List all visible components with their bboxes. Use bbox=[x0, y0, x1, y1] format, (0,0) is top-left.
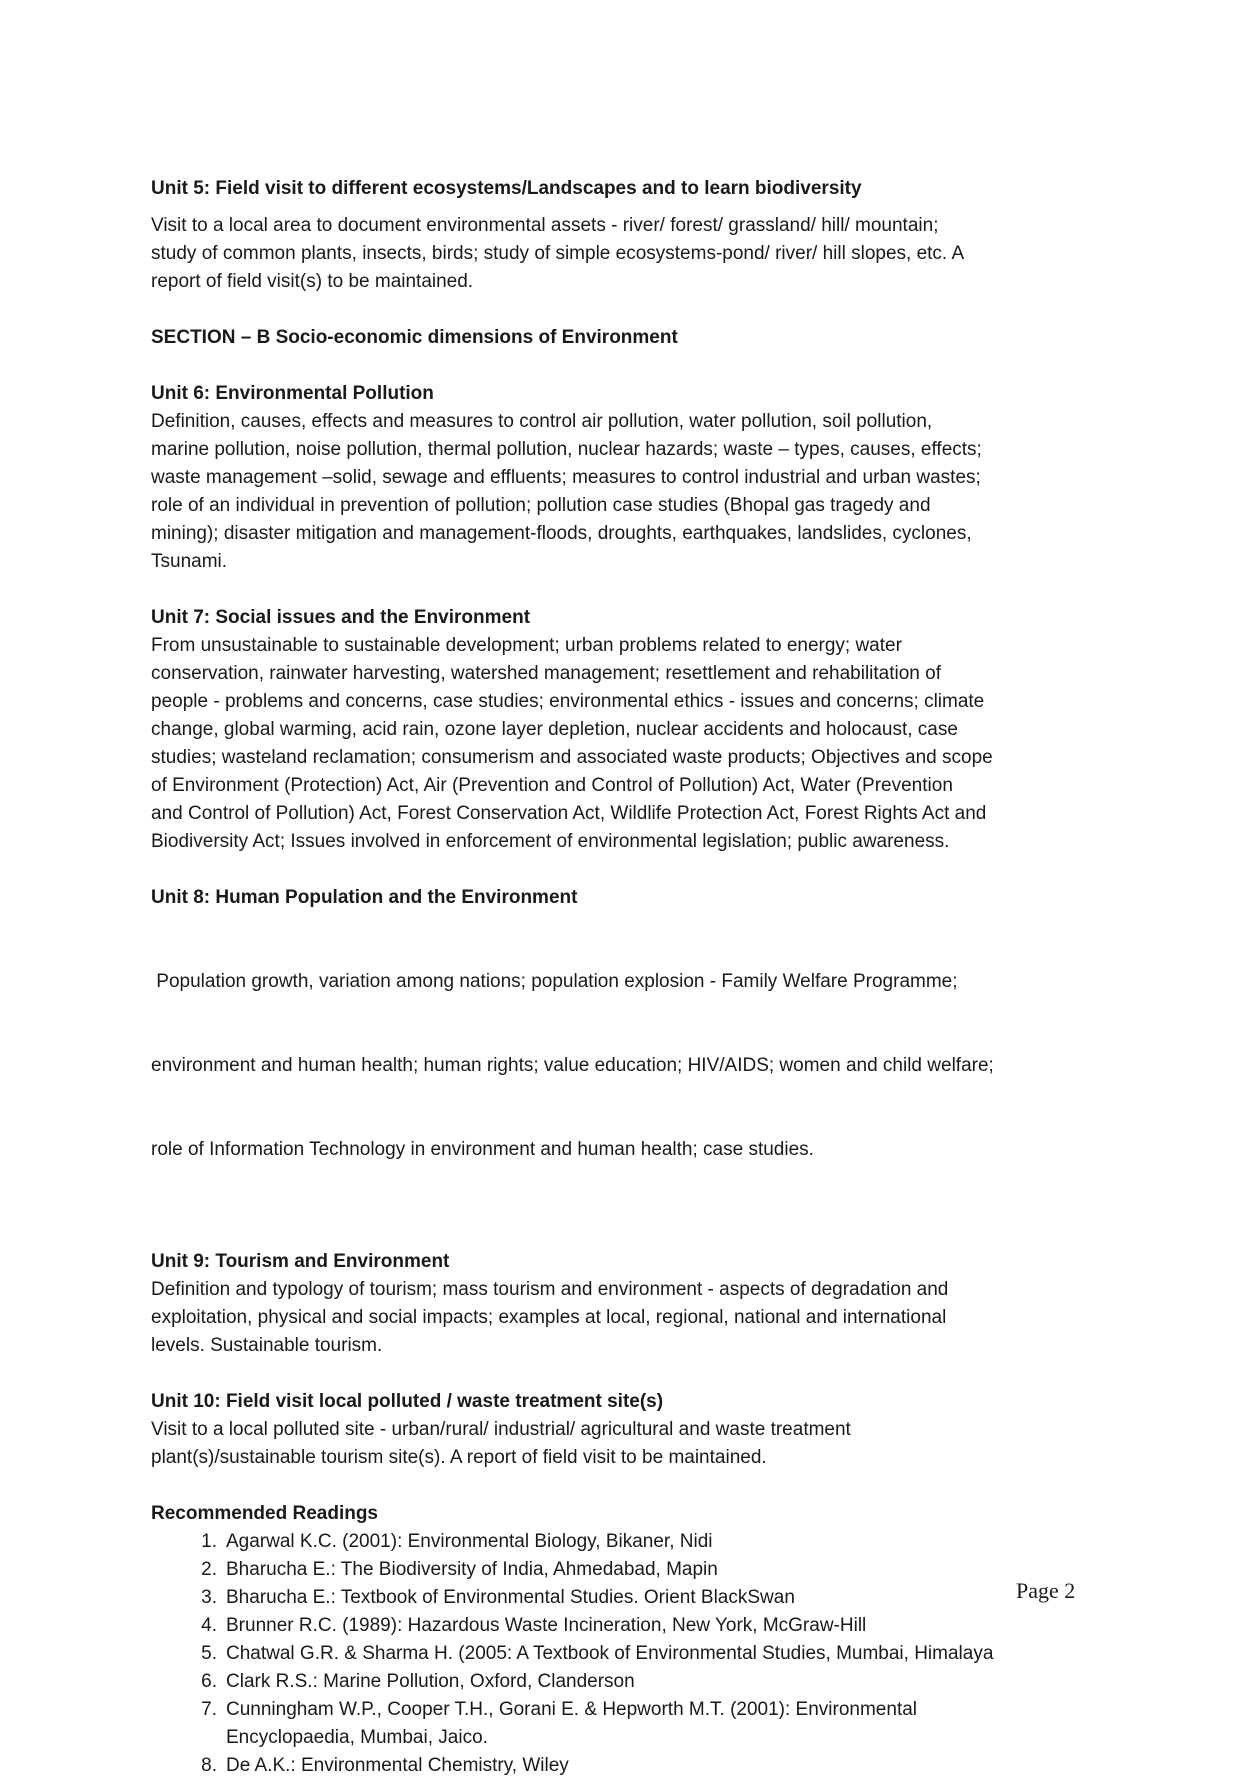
readings-section bbox=[151, 1500, 1101, 1780]
reading-line: Brunner R.C. (1989): Hazardous Waste Incineration, New York, McGraw-Hill bbox=[226, 1615, 867, 1636]
unit-7-line: From unsustainable to sustainable development; urban problems related to energy; water bbox=[151, 635, 902, 656]
unit-8-heading: Unit 8: Human Population and the Environment bbox=[151, 887, 578, 908]
reading-line: Encyclopaedia, Mumbai, Jaico. bbox=[226, 1727, 488, 1748]
reading-line: Agarwal K.C. (2001): Environmental Biology, Bikaner, Nidi bbox=[226, 1531, 713, 1552]
reading-number: 5. bbox=[201, 1643, 217, 1664]
unit-7-line: conservation, rainwater harvesting, watershed management; resettlement and rehabilitation of bbox=[151, 663, 941, 684]
reading-text bbox=[226, 1528, 1101, 1556]
unit-7-line: people - problems and concerns, case studies; environmental ethics - issues and concerns; climate bbox=[151, 691, 985, 712]
readings-heading: Recommended Readings bbox=[151, 1503, 378, 1524]
unit-5-section bbox=[151, 175, 1101, 296]
unit-8-body bbox=[151, 912, 1101, 1220]
reading-number: 1. bbox=[201, 1531, 217, 1552]
reading-text bbox=[226, 1556, 1101, 1584]
reading-number: 4. bbox=[201, 1615, 217, 1636]
page-content bbox=[151, 175, 1101, 1780]
unit-6-heading: Unit 6: Environmental Pollution bbox=[151, 383, 434, 404]
unit-9-section bbox=[151, 1248, 1101, 1360]
reading-line: De A.K.: Environmental Chemistry, Wiley bbox=[226, 1755, 569, 1776]
reading-text bbox=[226, 1668, 1101, 1696]
reading-number: 2. bbox=[201, 1559, 217, 1580]
reading-text bbox=[226, 1696, 1101, 1752]
unit-6-line: Tsunami. bbox=[151, 551, 228, 572]
unit-7-body bbox=[151, 632, 1101, 856]
unit-10-section bbox=[151, 1388, 1101, 1472]
unit-6-section bbox=[151, 380, 1101, 576]
reading-text bbox=[226, 1584, 1101, 1612]
unit-9-line: Definition and typology of tourism; mass tourism and environment - aspects of degradation and bbox=[151, 1279, 949, 1300]
unit-9-line: levels. Sustainable tourism. bbox=[151, 1335, 383, 1356]
reading-number: 3. bbox=[201, 1587, 217, 1608]
readings-list bbox=[151, 1528, 1101, 1780]
unit-10-line: Visit to a local polluted site - urban/rural/ industrial/ agricultural and waste treatment bbox=[151, 1419, 851, 1440]
reading-number: 6. bbox=[201, 1671, 217, 1692]
unit-5-line: Visit to a local area to document environmental assets - river/ forest/ grassland/ hill/ mountain; bbox=[151, 215, 939, 236]
unit-10-body bbox=[151, 1416, 1101, 1472]
reading-item bbox=[151, 1528, 1101, 1556]
unit-7-line: Biodiversity Act; Issues involved in enforcement of environmental legislation; public awareness. bbox=[151, 831, 950, 852]
unit-8-section bbox=[151, 884, 1101, 1220]
unit-7-line: of Environment (Protection) Act, Air (Prevention and Control of Pollution) Act, Water (Prevention bbox=[151, 775, 953, 796]
reading-number: 7. bbox=[201, 1699, 217, 1720]
reading-line: Bharucha E.: The Biodiversity of India, Ahmedabad, Mapin bbox=[226, 1559, 718, 1580]
section-b bbox=[151, 324, 1101, 352]
unit-9-line: exploitation, physical and social impacts; examples at local, regional, national and international bbox=[151, 1307, 947, 1328]
unit-7-line: and Control of Pollution) Act, Forest Conservation Act, Wildlife Protection Act, Forest Rights Act and bbox=[151, 803, 987, 824]
unit-7-line: studies; wasteland reclamation; consumerism and associated waste products; Objectives and scope bbox=[151, 747, 993, 768]
unit-6-line: waste management –solid, sewage and effluents; measures to control industrial and urban wastes; bbox=[151, 467, 981, 488]
reading-line: Clark R.S.: Marine Pollution, Oxford, Clanderson bbox=[226, 1671, 635, 1692]
unit-6-line: Definition, causes, effects and measures to control air pollution, water pollution, soil pollution, bbox=[151, 411, 933, 432]
unit-5-heading: Unit 5: Field visit to different ecosystems/Landscapes and to learn biodiversity bbox=[151, 178, 862, 199]
reading-text bbox=[226, 1640, 1101, 1668]
unit-5-body bbox=[151, 212, 1101, 296]
reading-number: 8. bbox=[201, 1755, 217, 1776]
unit-10-line: plant(s)/sustainable tourism site(s). A report of field visit to be maintained. bbox=[151, 1447, 767, 1468]
unit-10-heading: Unit 10: Field visit local polluted / waste treatment site(s) bbox=[151, 1391, 664, 1412]
unit-6-body bbox=[151, 408, 1101, 576]
unit-9-heading: Unit 9: Tourism and Environment bbox=[151, 1251, 450, 1272]
unit-6-line: mining); disaster mitigation and management-floods, droughts, earthquakes, landslides, cyclones, bbox=[151, 523, 972, 544]
unit-7-section bbox=[151, 604, 1101, 856]
unit-8-line: environment and human health; human rights; value education; HIV/AIDS; women and child welfare; bbox=[151, 1055, 994, 1076]
reading-text bbox=[226, 1612, 1101, 1640]
reading-item bbox=[151, 1612, 1101, 1640]
reading-text bbox=[226, 1752, 1101, 1780]
reading-item bbox=[151, 1696, 1101, 1752]
reading-item bbox=[151, 1668, 1101, 1696]
unit-9-body bbox=[151, 1276, 1101, 1360]
reading-item bbox=[151, 1640, 1101, 1668]
reading-line: Bharucha E.: Textbook of Environmental Studies. Orient BlackSwan bbox=[226, 1587, 795, 1608]
section-b-heading: SECTION – B Socio-economic dimensions of Environment bbox=[151, 327, 678, 348]
reading-item bbox=[151, 1752, 1101, 1780]
unit-5-line: report of field visit(s) to be maintained. bbox=[151, 271, 474, 292]
reading-item bbox=[151, 1556, 1101, 1584]
page-number: Page 2 bbox=[1016, 1578, 1076, 1603]
reading-line: Cunningham W.P., Cooper T.H., Gorani E. & Hepworth M.T. (2001): Environmental bbox=[226, 1699, 918, 1720]
unit-6-line: role of an individual in prevention of pollution; pollution case studies (Bhopal gas tragedy and bbox=[151, 495, 931, 516]
unit-6-line: marine pollution, noise pollution, thermal pollution, nuclear hazards; waste – types, causes, effects; bbox=[151, 439, 982, 460]
unit-7-heading: Unit 7: Social issues and the Environment bbox=[151, 607, 531, 628]
unit-5-line: study of common plants, insects, birds; study of simple ecosystems-pond/ river/ hill slopes, etc. A bbox=[151, 243, 965, 264]
reading-line: Chatwal G.R. & Sharma H. (2005: A Textbook of Environmental Studies, Mumbai, Himalaya bbox=[226, 1643, 994, 1664]
unit-8-line: role of Information Technology in environment and human health; case studies. bbox=[151, 1139, 814, 1160]
reading-item bbox=[151, 1584, 1101, 1612]
unit-7-line: change, global warming, acid rain, ozone layer depletion, nuclear accidents and holocaust, case bbox=[151, 719, 958, 740]
unit-8-line: Population growth, variation among nations; population explosion - Family Welfare Programme; bbox=[151, 971, 958, 992]
